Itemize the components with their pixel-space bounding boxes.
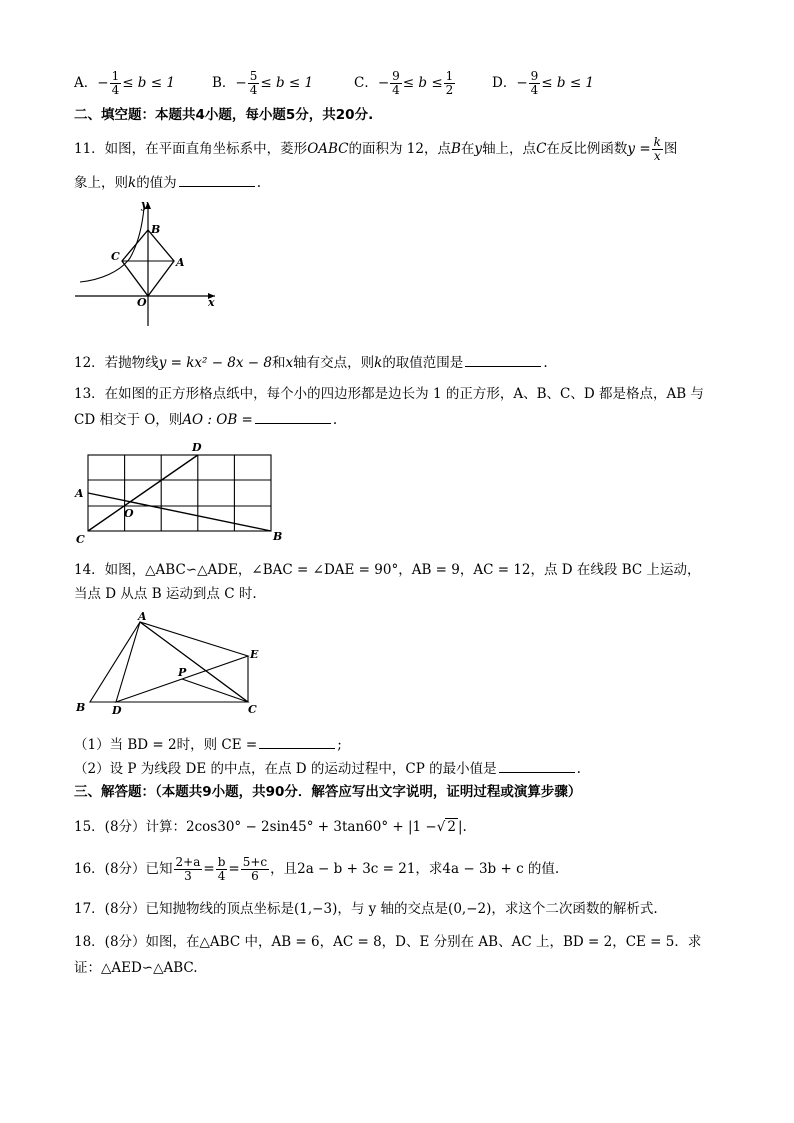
frac-den: 4 bbox=[217, 869, 226, 883]
fig13-label-c: C bbox=[76, 533, 85, 546]
fig13-label-o: O bbox=[124, 507, 134, 520]
q11-b: B bbox=[451, 141, 461, 157]
q16-prefix: 16．(8分）已知 bbox=[74, 861, 173, 877]
q12-expr: y = kx² − 8x − 8 bbox=[158, 355, 272, 371]
frac-num: 9 bbox=[392, 69, 400, 83]
frac-den: 2 bbox=[445, 83, 454, 97]
q13-end: . bbox=[332, 412, 338, 428]
fig14-diagram bbox=[72, 612, 272, 722]
fig14-label-e: E bbox=[250, 648, 259, 661]
q12-k: k bbox=[374, 355, 383, 371]
fig11-label-c: C bbox=[111, 250, 120, 263]
triangle-abc bbox=[90, 622, 248, 702]
q14-part1 bbox=[74, 734, 342, 756]
q12-text-a: 12．若抛物线 bbox=[74, 355, 159, 371]
q14-line1: 14．如图，△ABC∽△ADE，∠BAC = ∠DAE = 90°，AB = 9，AC = 12，点 D 在线段 BC 上运动， bbox=[74, 562, 701, 578]
q11-line2-b: 的值为 bbox=[136, 175, 177, 191]
option-c-mid: ≤ b ≤ bbox=[402, 75, 443, 91]
option-d-label: D．− bbox=[492, 75, 528, 91]
fig14-label-d: D bbox=[112, 704, 122, 717]
fig11-label-o: O bbox=[137, 296, 147, 309]
section3-title: 三、解答题：（本题共9小题，共90分．解答应写出文字说明，证明过程或演算步骤） bbox=[74, 784, 582, 800]
segment-pc bbox=[182, 679, 248, 702]
q11-c: C bbox=[536, 141, 547, 157]
fig14-label-b: B bbox=[76, 701, 86, 714]
q11-answer-blank[interactable] bbox=[179, 172, 255, 187]
frac-num: b bbox=[217, 855, 226, 869]
q12-text-b: 和 bbox=[272, 355, 286, 371]
q14-part2-answer-blank[interactable] bbox=[499, 758, 575, 773]
q16-frac3 bbox=[241, 856, 269, 883]
q14-line2: 当点 D 从点 B 运动到点 C 时. bbox=[74, 586, 257, 602]
option-b bbox=[212, 70, 313, 97]
q18-line1: 18．(8分）如图，在△ABC 中，AB = 6，AC = 8，D、E 分别在 AB、AC 上，BD = 2，CE = 5．求 bbox=[74, 934, 702, 950]
frac-num: 9 bbox=[530, 69, 539, 83]
q11-text-a: 11．如图，在平面直角坐标系中，菱形 bbox=[74, 141, 308, 157]
option-c bbox=[354, 70, 456, 97]
option-a-label: A．− bbox=[74, 75, 109, 91]
q16-eq1: = bbox=[203, 861, 215, 877]
q14-part2-end: . bbox=[576, 761, 581, 777]
frac-num: k bbox=[653, 135, 661, 149]
q17-line: 17．(8分）已知抛物线的顶点坐标是(1,−3)，与 y 轴的交点是(0,−2)，求这个二次函数的解析式. bbox=[74, 901, 658, 917]
q12-answer-blank[interactable] bbox=[465, 352, 541, 367]
q12-x: x bbox=[285, 355, 294, 371]
option-c-frac bbox=[390, 70, 402, 97]
q11-text-e: 在反比例函数 bbox=[546, 141, 628, 157]
grid-border bbox=[88, 455, 271, 531]
q11-line2-a: 象上，则 bbox=[74, 175, 128, 191]
q11-line2 bbox=[74, 172, 261, 194]
fig14-label-p: P bbox=[178, 666, 187, 679]
q15-text: 15．(8分）计算：2cos30° − 2sin45° + 3tan60° + |1 − bbox=[74, 819, 437, 835]
q18-line2: 证：△AED∽△ABC. bbox=[74, 960, 198, 976]
fig11-diagram bbox=[70, 198, 220, 328]
q11-y: y bbox=[474, 141, 483, 157]
fig13-grid-diagram bbox=[72, 438, 292, 548]
fig14-label-c: C bbox=[248, 703, 257, 716]
option-a bbox=[74, 70, 175, 97]
frac-den: 4 bbox=[111, 83, 120, 97]
q11-func-y: y = bbox=[627, 141, 651, 157]
q16-frac1 bbox=[174, 856, 203, 883]
q11-text-d: 轴上，点 bbox=[482, 141, 537, 157]
q11-text-f: 图 bbox=[663, 141, 678, 157]
option-d-rest: ≤ b ≤ 1 bbox=[541, 75, 595, 91]
q16-line bbox=[74, 852, 559, 886]
q11-text-c: 在 bbox=[460, 141, 475, 157]
q11-line1 bbox=[74, 136, 677, 163]
section2-title: 二、填空题：本题共4小题，每小题5分，共20分. bbox=[74, 107, 374, 123]
frac-den: 4 bbox=[249, 83, 258, 97]
q12-line bbox=[74, 352, 548, 374]
q15-sqrt-value: 2 bbox=[447, 819, 456, 835]
q14-part1-answer-blank[interactable] bbox=[259, 734, 335, 749]
q12-text-c: 轴有交点，则 bbox=[293, 355, 375, 371]
option-a-frac bbox=[110, 70, 122, 97]
frac-den: 4 bbox=[530, 83, 539, 97]
fig11-label-x: x bbox=[208, 296, 215, 309]
q14-part2-text: （2）设 P 为线段 DE 的中点，在点 D 的运动过程中，CP 的最小值是 bbox=[74, 761, 497, 777]
frac-num: 1 bbox=[445, 69, 454, 83]
hyperbola-curve bbox=[80, 208, 144, 282]
q15-end: |. bbox=[457, 819, 467, 835]
option-d-frac bbox=[529, 70, 541, 97]
q14-part1-text: （1）当 BD = 2时，则 CE = bbox=[74, 737, 258, 753]
frac-num: 2+a bbox=[175, 855, 201, 869]
q16-frac2 bbox=[216, 856, 228, 883]
fig11-label-y: y bbox=[141, 198, 148, 211]
option-b-rest: ≤ b ≤ 1 bbox=[260, 75, 314, 91]
q16-eq2: = bbox=[228, 861, 240, 877]
q12-text-d: 的取值范围是 bbox=[382, 355, 464, 371]
q13-line2-a: CD 相交于 O，则 bbox=[74, 412, 183, 428]
q11-end: . bbox=[256, 175, 261, 191]
sqrt-icon: √ bbox=[436, 819, 446, 835]
q11-text-b: 的面积为 12，点 bbox=[348, 141, 451, 157]
frac-den: 3 bbox=[184, 869, 192, 883]
q15-line bbox=[74, 816, 467, 838]
q11-k: k bbox=[128, 175, 137, 191]
frac-num: 5 bbox=[249, 69, 258, 83]
grid-lines bbox=[88, 455, 271, 531]
fig11-label-a: A bbox=[176, 256, 185, 269]
fig13-label-b: B bbox=[273, 530, 283, 543]
option-b-frac bbox=[248, 70, 260, 97]
q14-part1-end: ; bbox=[337, 737, 342, 753]
q11-oabc: OABC bbox=[307, 141, 349, 157]
q10-options bbox=[74, 66, 674, 102]
q12-end: . bbox=[543, 355, 548, 371]
q16-rest: ，且2a − b + 3c = 21，求4a − 3b + c 的值. bbox=[270, 861, 560, 877]
frac-den: 4 bbox=[392, 83, 400, 97]
frac-num: 1 bbox=[111, 69, 120, 83]
option-c-frac2 bbox=[444, 70, 456, 97]
frac-num: 5+c bbox=[242, 855, 268, 869]
fig14-label-a: A bbox=[138, 612, 147, 623]
frac-den: x bbox=[653, 149, 661, 163]
triangle-ade bbox=[116, 622, 248, 702]
q14-part2 bbox=[74, 758, 581, 780]
fig13-label-a: A bbox=[75, 487, 84, 500]
q13-line1: 13．在如图的正方形格点纸中，每个小的四边形都是边长为 1 的正方形，A、B、C、D 都是格点，AB 与 bbox=[74, 386, 704, 402]
q13-answer-blank[interactable] bbox=[255, 409, 331, 424]
option-d bbox=[492, 70, 594, 97]
q11-func-frac bbox=[652, 136, 663, 163]
segment-cd bbox=[88, 455, 198, 531]
option-c-label: C．− bbox=[354, 75, 390, 91]
q13-ratio: AO : OB = bbox=[182, 412, 253, 428]
fig11-label-b: B bbox=[151, 223, 161, 236]
frac-den: 6 bbox=[251, 869, 259, 883]
q13-line2 bbox=[74, 409, 337, 431]
fig13-label-d: D bbox=[192, 441, 202, 454]
option-b-label: B．− bbox=[212, 75, 247, 91]
option-a-rest: ≤ b ≤ 1 bbox=[122, 75, 175, 91]
